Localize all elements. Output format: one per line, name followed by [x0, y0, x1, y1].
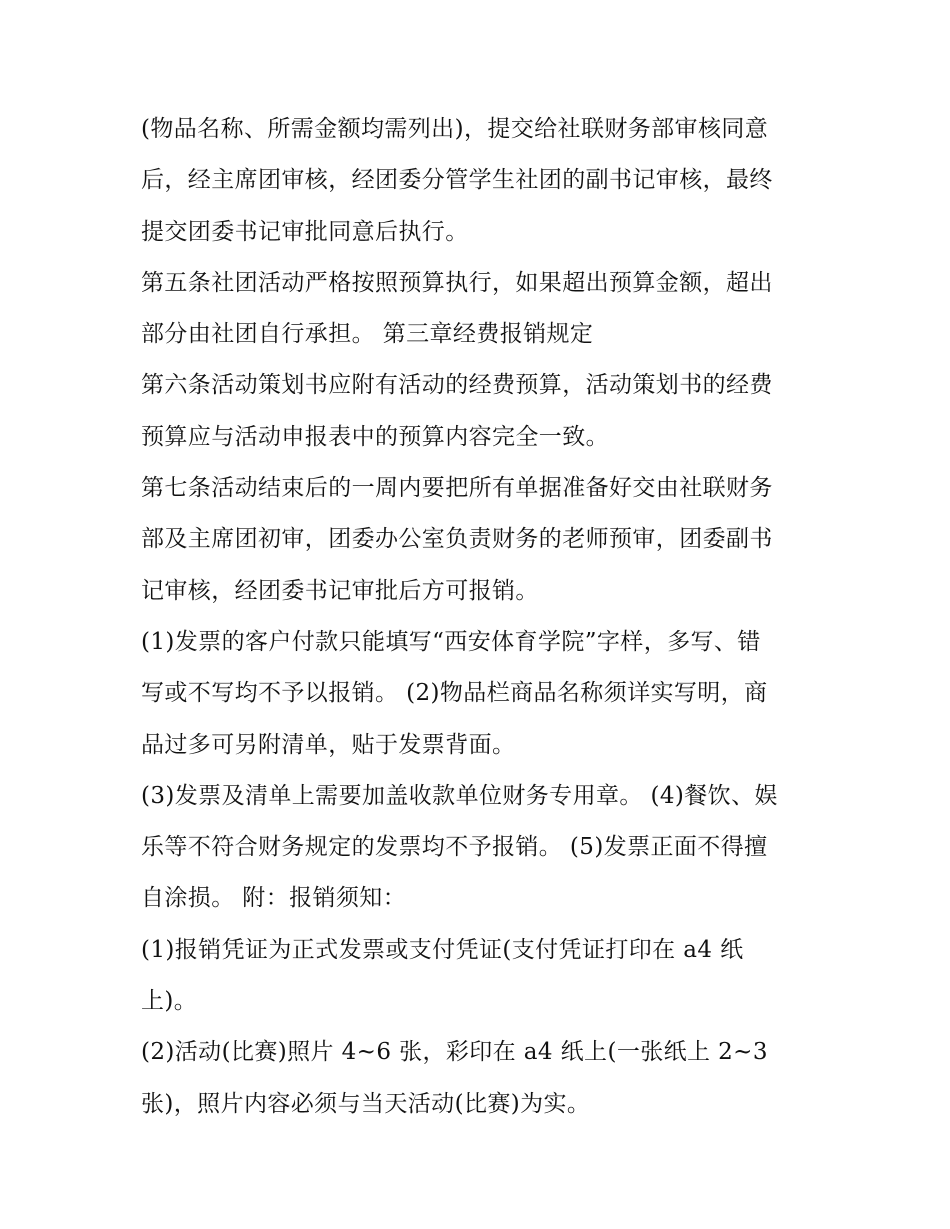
text-line: 记审核，经团委书记审批后方可报销。 [141, 577, 539, 604]
text-line: 提交团委书记审批同意后执行。 [141, 218, 469, 245]
text-line: (1)报销凭证为正式发票或支付凭证(支付凭证打印在 a4 纸 [141, 936, 744, 963]
document-body [141, 110, 821, 1136]
text-line: 写或不写均不予以报销。 (2)物品栏商品名称须详实写明，商 [141, 680, 768, 707]
text-line: 预算应与活动申报表中的预算内容完全一致。 [141, 423, 609, 450]
text-line: 第七条活动结束后的一周内要把所有单据准备好交由社联财务 [141, 475, 773, 502]
text-line: 上)。 [141, 988, 198, 1015]
text-line: 后，经主席团审核，经团委分管学生社团的副书记审核，最终 [141, 167, 773, 194]
text-line: 部及主席团初审，团委办公室负责财务的老师预审，团委副书 [141, 526, 773, 553]
text-line: 自涂损。 附：报销须知： [141, 885, 407, 912]
text-line: 第六条活动策划书应附有活动的经费预算，活动策划书的经费 [141, 372, 773, 399]
text-line: (1)发票的客户付款只能填写“西安体育学院”字样，多写、错 [141, 628, 761, 655]
text-line: (3)发票及清单上需要加盖收款单位财务专用章。 (4)餐饮、娱 [141, 782, 778, 809]
text-line: 品过多可另附清单，贴于发票背面。 [141, 731, 516, 758]
text-line: (物品名称、所需金额均需列出)，提交给社联财务部审核同意 [141, 116, 769, 142]
text-line: 第五条社团活动严格按照预算执行，如果超出预算金额，超出 [141, 269, 773, 296]
text-line: 部分由社团自行承担。 第三章经费报销规定 [141, 321, 594, 348]
text-line: (2)活动(比赛)照片 4~6 张，彩印在 a4 纸上(一张纸上 2~3 [141, 1039, 768, 1066]
text-line: 张)，照片内容必须与当天活动(比赛)为实。 [141, 1090, 591, 1117]
text-line: 乐等不符合财务规定的发票均不予报销。 (5)发票正面不得擅 [141, 834, 768, 861]
